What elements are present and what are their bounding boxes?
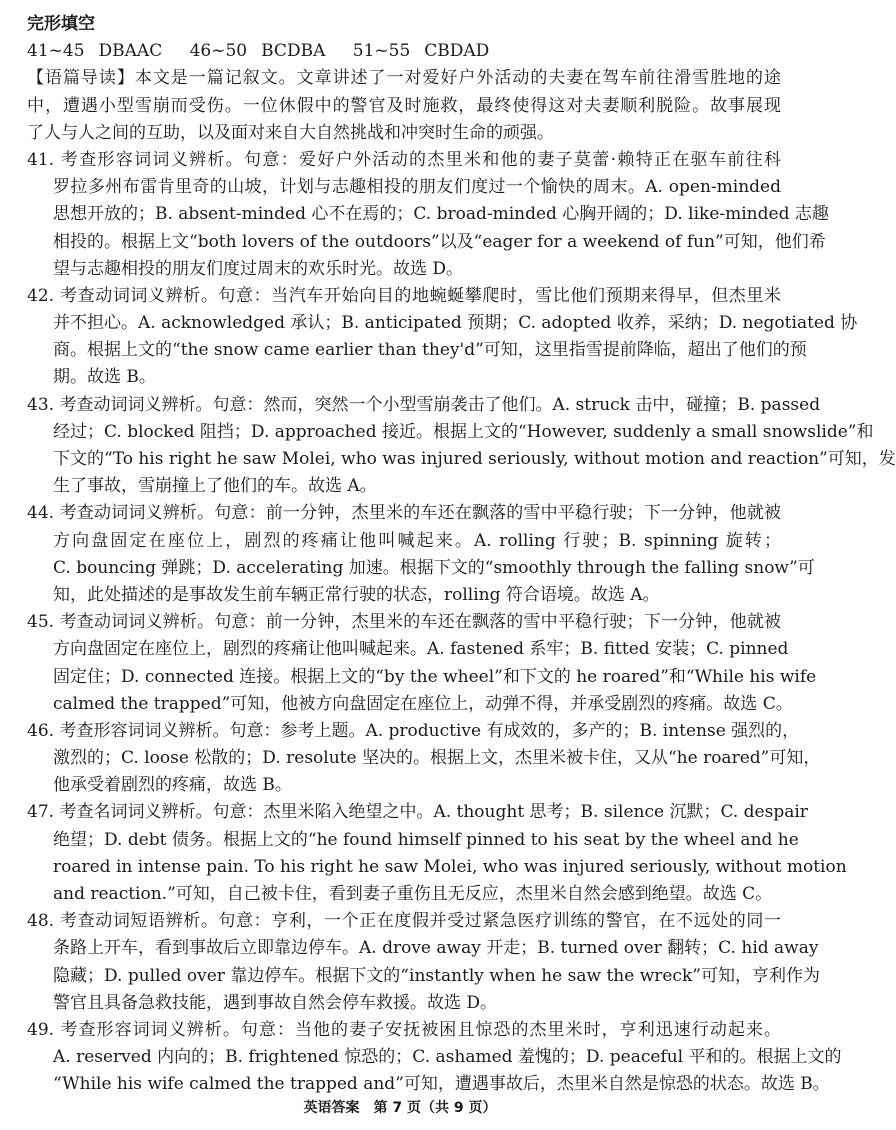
explanation-item: [27, 609, 817, 718]
text-line: roared in intense pain. To his right he saw Molei, who was injured seriously, without motion: [53, 856, 847, 877]
text-line: 47. 考查名词词义辨析。句意：杰里米陷入绝望之中。A. thought 思考；B. silence 沉默；C. despair: [27, 802, 808, 823]
text-line: calmed the trapped”可知，他被方向盘固定在座位上，动弹不得，并承受剧烈的疼痛。故选 C。: [53, 693, 793, 714]
answer-keys: BCDBA: [261, 41, 326, 62]
answer-range: 41~45: [27, 41, 85, 62]
text-line: 48. 考查动词短语辨析。句意：亨利，一个正在度假并受过紧急医疗训练的警官，在不远处的同一: [27, 911, 781, 932]
answer-range: 46~50: [189, 41, 248, 62]
text-line: 期。故选 B。: [53, 367, 156, 388]
text-line: 了人与人之间的互助，以及面对来自大自然挑战和冲突时生命的顽强。: [27, 122, 554, 143]
text-line: 中，遭遇小型雪崩而受伤。一位休假中的警官及时施救，最终使得这对夫妻顺利脱险。故事展现: [27, 95, 781, 116]
explanation-item: [27, 1017, 842, 1099]
text-line: 45. 考查动词词义辨析。句意：前一分钟，杰里米的车还在飘落的雪中平稳行驶；下一分钟，他就被: [27, 612, 781, 633]
answer-keys: DBAAC: [98, 41, 163, 62]
text-line: 思想开放的；B. absent-minded 心不在焉的；C. broad-minded 心胸开阔的；D. like-minded 志趣: [53, 204, 829, 225]
explanation-item: [27, 392, 896, 501]
text-line: 46. 考查形容词词义辨析。句意：参考上题。A. productive 有成效的，多产的；B. intense 强烈的，: [27, 720, 800, 741]
text-line: 绝望；D. debt 债务。根据上文的“he found himself pinned to his seat by the wheel and he: [53, 829, 799, 850]
text-line: and reaction.”可知，自己被卡住，看到妻子重伤且无反应，杰里米自然会感到绝望。故选 C。: [53, 884, 773, 904]
text-line: 并不担心。A. acknowledged 承认；B. anticipated 预期；C. adopted 收养，采纳；D. negotiated 协: [53, 313, 858, 334]
explanation-item: [27, 799, 847, 908]
text-line: 44. 考查动词词义辨析。句意：前一分钟，杰里米的车还在飘落的雪中平稳行驶；下一分钟，他就被: [27, 503, 781, 524]
text-line: 生了事故，雪崩撞上了他们的车。故选 A。: [53, 476, 377, 497]
text-line: 知，此处描述的是事故发生前车辆正常行驶的状态，rolling 符合语境。故选 A。: [53, 584, 660, 605]
text-line: 激烈的；C. loose 松散的；D. resolute 坚决的。根据上文，杰里米被卡住，又从“he roared”可知，: [53, 748, 821, 769]
explanation-item: [27, 283, 858, 392]
explanation-list: [27, 147, 896, 1099]
text-line: 望与志趣相投的朋友们度过周末的欢乐时光。故选 D。: [53, 258, 464, 279]
text-line: 43. 考查动词词义辨析。句意：然而，突然一个小型雪崩袭击了他们。A. struck 击中，碰撞；B. passed: [27, 394, 821, 415]
text-line: 41. 考查形容词词义辨析。句意：爱好户外活动的杰里米和他的妻子莫蕾·赖特正在驱车前往科: [27, 149, 781, 170]
text-line: 相投的。根据上文“both lovers of the outdoors”以及“eager for a weekend of fun”可知，他们希: [53, 231, 826, 252]
answer-range: 51~55: [352, 41, 411, 62]
text-line: 49. 考查形容词词义辨析。句意：当他的妻子安抚被困且惊恐的杰里米时，亨利迅速行动起来。: [27, 1019, 781, 1040]
text-line: 隐藏；D. pulled over 靠边停车。根据下文的“instantly when he saw the wreck”可知，亨利作为: [53, 965, 820, 986]
text-line: 方向盘固定在座位上，剧烈的疼痛让他叫喊起来。A. fastened 系牢；B. fitted 安装；C. pinned: [53, 639, 789, 660]
text-line: 【语篇导读】本文是一篇记叙文。文章讲述了一对爱好户外活动的夫妻在驾车前往滑雪胜地的途: [27, 68, 781, 89]
answer-document: [27, 11, 896, 1099]
text-line: A. reserved 内向的；B. frightened 惊恐的；C. ashamed 羞愧的；D. peaceful 平和的。根据上文的: [53, 1047, 842, 1068]
explanation-item: [27, 500, 815, 609]
text-line: 警官且具备急救技能，遇到事故自然会停车救援。故选 D。: [53, 992, 498, 1013]
text-line: 条路上开车，看到事故后立即靠边停车。A. drove away 开走；B. turned over 翻转；C. hid away: [53, 938, 819, 959]
passage-intro: [27, 65, 781, 147]
text-line: 商。根据上文的“the snow came earlier than they'd”可知，这里指雪提前降临，超出了他们的预: [53, 340, 807, 361]
explanation-item: [27, 908, 820, 1017]
section-title: 完形填空: [27, 14, 95, 34]
text-line: 固定住；D. connected 连接。根据上文的“by the wheel”和下文的 he roared”和“While his wife: [53, 666, 817, 687]
explanation-item: [27, 718, 821, 800]
text-line: “While his wife calmed the trapped and”可知，遭遇事故后，杰里米自然是惊恐的状态。故选 B。: [53, 1074, 830, 1095]
text-line: 他承受着剧烈的疼痛，故选 B。: [53, 775, 292, 796]
text-line: 经过；C. blocked 阻挡；D. approached 接近。根据上文的“However, suddenly a small snowslide”和: [53, 421, 874, 442]
answer-keys: CBDAD: [424, 41, 490, 62]
explanation-item: [27, 147, 829, 283]
page-footer: 英语答案 第 7 页（共 9 页）: [303, 1100, 497, 1116]
text-line: 方向盘固定在座位上，剧烈的疼痛让他叫喊起来。A. rolling 行驶；B. spinning 旋转；: [53, 530, 781, 551]
answer-key-row: [27, 38, 781, 65]
text-line: C. bouncing 弹跳；D. accelerating 加速。根据下文的“smoothly through the falling snow”可: [53, 557, 815, 578]
text-line: 42. 考查动词词义辨析。句意：当汽车开始向目的地蜿蜒攀爬时，雪比他们预期来得早，但杰里米: [27, 285, 781, 306]
text-line: 下文的“To his right he saw Molei, who was injured seriously, without motion and reaction”可知，发: [53, 449, 896, 469]
text-line: 罗拉多州布雷肯里奇的山坡，计划与志趣相投的朋友们度过一个愉快的周末。A. open-minded: [53, 177, 781, 198]
